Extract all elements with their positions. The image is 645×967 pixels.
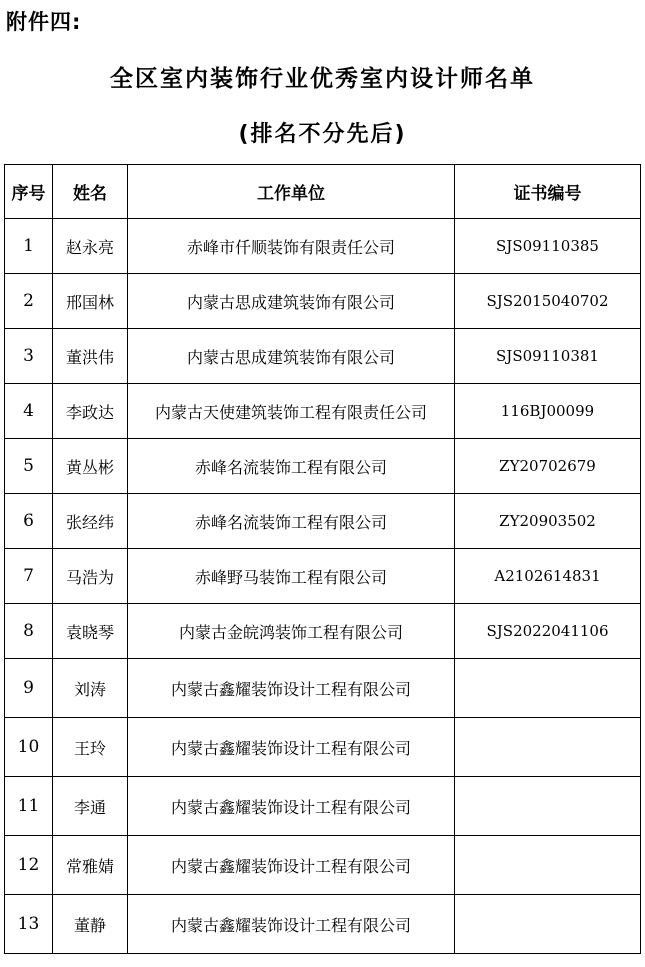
cell-name: 黄丛彬 [53, 439, 128, 494]
document-subtitle: (排名不分先后) [238, 122, 407, 147]
table-row [5, 274, 641, 329]
cell-certificate [455, 659, 641, 718]
cell-company: 赤峰市仟顺装饰有限责任公司 [128, 219, 455, 274]
header-index: 序号 [5, 165, 53, 219]
cell-index: 10 [5, 718, 53, 777]
cell-company: 内蒙古鑫耀装饰设计工程有限公司 [128, 718, 455, 777]
cell-index: 9 [5, 659, 53, 718]
table-row [5, 836, 641, 895]
cell-company: 内蒙古金皖鸿装饰工程有限公司 [128, 604, 455, 659]
cell-certificate [455, 718, 641, 777]
cell-certificate [455, 895, 641, 954]
cell-index: 4 [5, 384, 53, 439]
cell-index: 8 [5, 604, 53, 659]
cell-name: 刘涛 [53, 659, 128, 718]
attachment-label: 附件四: [6, 10, 82, 34]
table-row [5, 439, 641, 494]
cell-index: 12 [5, 836, 53, 895]
table-row [5, 329, 641, 384]
table-row [5, 604, 641, 659]
designer-list-table [4, 164, 641, 954]
cell-company: 内蒙古天使建筑装饰工程有限责任公司 [128, 384, 455, 439]
header-company: 工作单位 [128, 165, 455, 219]
table-row [5, 895, 641, 954]
cell-name: 马浩为 [53, 549, 128, 604]
cell-index: 5 [5, 439, 53, 494]
cell-certificate [455, 836, 641, 895]
table-row [5, 384, 641, 439]
cell-company: 赤峰名流装饰工程有限公司 [128, 439, 455, 494]
cell-name: 王玲 [53, 718, 128, 777]
cell-certificate: ZY20702679 [455, 439, 641, 494]
cell-certificate: 116BJ00099 [455, 384, 641, 439]
table-row [5, 494, 641, 549]
cell-name: 董洪伟 [53, 329, 128, 384]
cell-index: 7 [5, 549, 53, 604]
cell-name: 李通 [53, 777, 128, 836]
cell-certificate: SJS2022041106 [455, 604, 641, 659]
cell-name: 常雅婧 [53, 836, 128, 895]
table-row [5, 777, 641, 836]
table-header-row [5, 165, 641, 219]
cell-name: 董静 [53, 895, 128, 954]
header-name: 姓名 [53, 165, 128, 219]
cell-company: 内蒙古思成建筑装饰有限公司 [128, 274, 455, 329]
cell-certificate [455, 777, 641, 836]
cell-certificate: SJS09110385 [455, 219, 641, 274]
cell-company: 内蒙古思成建筑装饰有限公司 [128, 329, 455, 384]
cell-name: 邢国林 [53, 274, 128, 329]
cell-name: 赵永亮 [53, 219, 128, 274]
cell-name: 李政达 [53, 384, 128, 439]
cell-company: 赤峰野马装饰工程有限公司 [128, 549, 455, 604]
cell-company: 内蒙古鑫耀装饰设计工程有限公司 [128, 836, 455, 895]
table-row [5, 549, 641, 604]
cell-company: 内蒙古鑫耀装饰设计工程有限公司 [128, 659, 455, 718]
cell-certificate: SJS09110381 [455, 329, 641, 384]
cell-index: 3 [5, 329, 53, 384]
cell-company: 赤峰名流装饰工程有限公司 [128, 494, 455, 549]
cell-company: 内蒙古鑫耀装饰设计工程有限公司 [128, 777, 455, 836]
table-row [5, 219, 641, 274]
cell-name: 袁晓琴 [53, 604, 128, 659]
table-row [5, 659, 641, 718]
cell-certificate: ZY20903502 [455, 494, 641, 549]
cell-certificate: SJS2015040702 [455, 274, 641, 329]
cell-name: 张经纬 [53, 494, 128, 549]
cell-index: 2 [5, 274, 53, 329]
cell-index: 6 [5, 494, 53, 549]
header-certificate: 证书编号 [455, 165, 641, 219]
cell-company: 内蒙古鑫耀装饰设计工程有限公司 [128, 895, 455, 954]
cell-index: 1 [5, 219, 53, 274]
cell-index: 11 [5, 777, 53, 836]
cell-index: 13 [5, 895, 53, 954]
cell-certificate: A2102614831 [455, 549, 641, 604]
table-row [5, 718, 641, 777]
document-title: 全区室内装饰行业优秀室内设计师名单 [110, 66, 535, 92]
table-body [5, 219, 641, 954]
